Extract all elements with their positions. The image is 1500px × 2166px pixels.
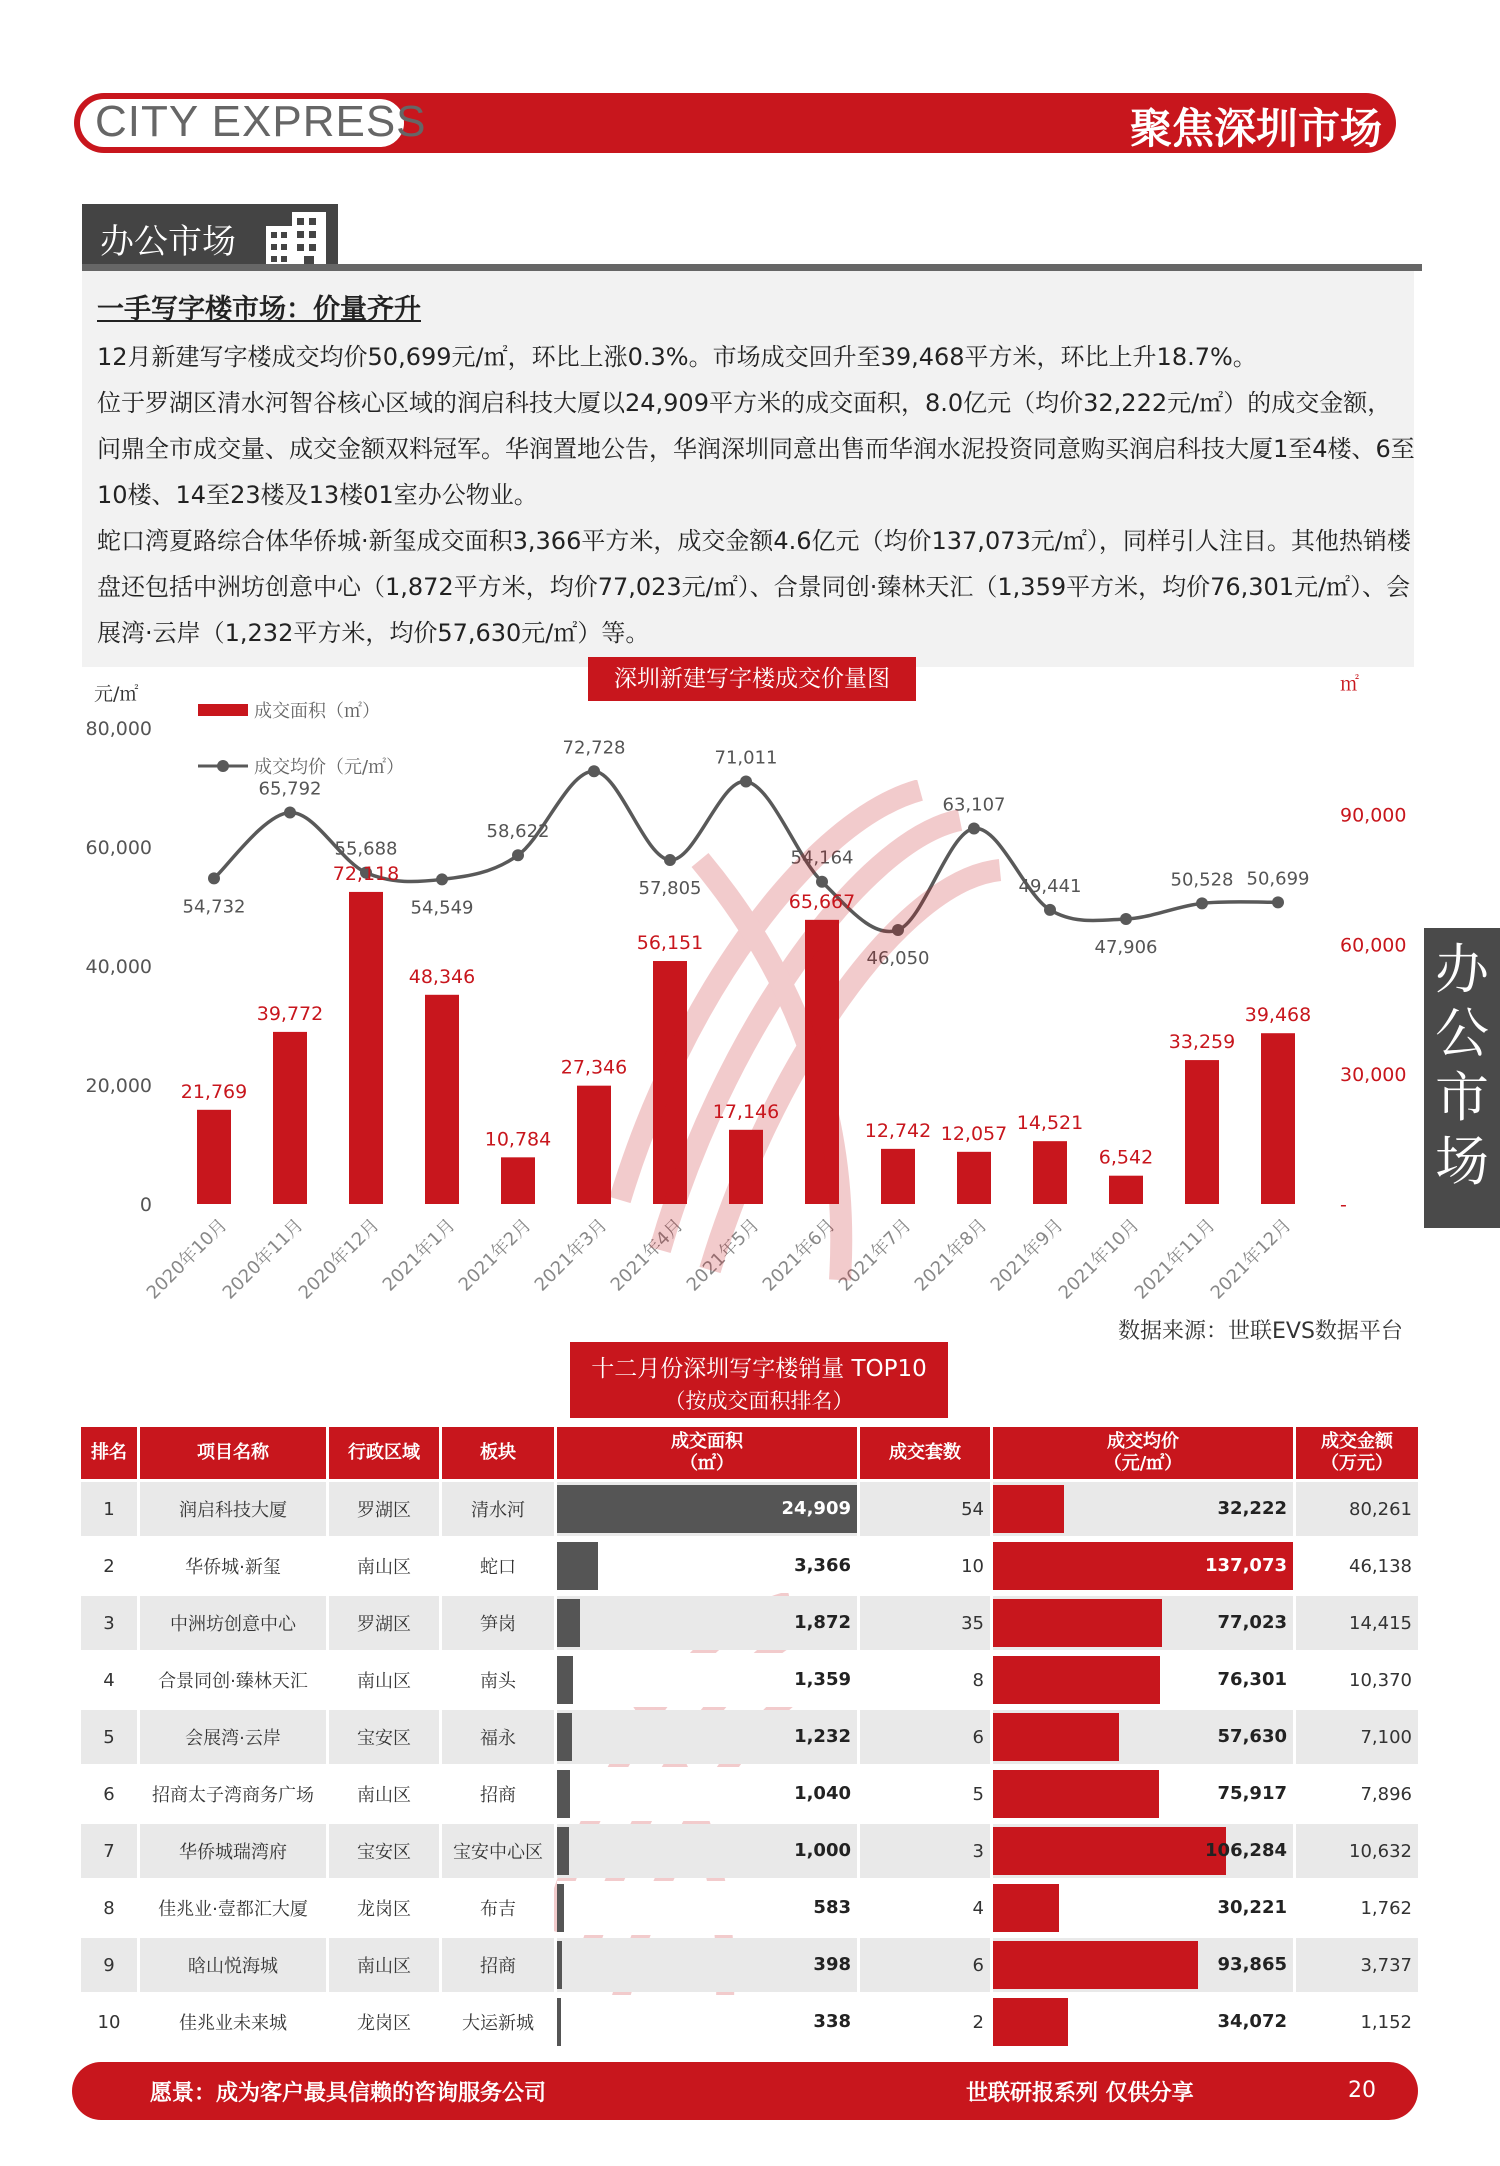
amount-cell: 3,737 xyxy=(1296,1938,1418,1992)
price-value: 57,630 xyxy=(1217,1726,1287,1747)
bar-area xyxy=(273,1032,307,1204)
table-row xyxy=(81,1710,1418,1764)
x-tick-label: 2021年11月 xyxy=(1130,1214,1220,1304)
article-subheading: 一手写字楼市场：价量齐升 xyxy=(97,294,421,325)
rank-cell: 9 xyxy=(81,1938,137,1992)
project-name-cell: 会展湾·云岸 xyxy=(140,1710,326,1764)
project-name-cell: 华侨城瑞湾府 xyxy=(140,1824,326,1878)
area-value: 1,000 xyxy=(794,1840,851,1861)
units-cell: 6 xyxy=(860,1938,990,1992)
column-header: 排名 xyxy=(81,1427,137,1479)
x-tick-label: 2021年9月 xyxy=(986,1214,1068,1296)
rank-cell: 6 xyxy=(81,1767,137,1821)
bar-area xyxy=(1109,1176,1143,1204)
table-subtitle: （按成交面积排名） xyxy=(664,1389,854,1413)
price-value-label: 54,549 xyxy=(410,897,474,919)
price-value-label: 49,441 xyxy=(1018,875,1082,897)
area-cell xyxy=(557,1653,857,1707)
rank-cell: 2 xyxy=(81,1539,137,1593)
table-row xyxy=(81,1881,1418,1935)
area-value: 398 xyxy=(813,1954,851,1975)
bar-value-label: 14,521 xyxy=(1016,1112,1084,1135)
bar-value-label: 56,151 xyxy=(636,932,704,955)
price-point xyxy=(436,873,448,885)
price-cell xyxy=(993,1767,1293,1821)
price-bar xyxy=(993,1656,1160,1704)
units-cell: 8 xyxy=(860,1653,990,1707)
price-value: 75,917 xyxy=(1217,1783,1287,1804)
page-number: 20 xyxy=(1348,2078,1376,2103)
bar-area xyxy=(577,1086,611,1204)
right-tick-label: 90,000 xyxy=(1340,804,1407,827)
amount-cell: 46,138 xyxy=(1296,1539,1418,1593)
x-tick-label: 2021年6月 xyxy=(758,1214,840,1296)
price-bar xyxy=(993,1599,1162,1647)
block-cell: 布吉 xyxy=(442,1881,554,1935)
price-value-label: 65,792 xyxy=(258,778,322,800)
amount-cell: 10,632 xyxy=(1296,1824,1418,1878)
bar-value-label: 39,468 xyxy=(1244,1004,1312,1027)
x-tick-label: 2021年4月 xyxy=(606,1214,688,1296)
column-header: 成交面积 （㎡） xyxy=(557,1427,857,1479)
bar-value-label: 27,346 xyxy=(560,1056,628,1079)
project-name-cell: 润启科技大厦 xyxy=(140,1482,326,1536)
x-tick-label: 2021年2月 xyxy=(454,1214,536,1296)
price-point xyxy=(512,849,524,861)
price-value: 77,023 xyxy=(1217,1612,1287,1633)
area-value: 583 xyxy=(813,1897,851,1918)
rank-cell: 3 xyxy=(81,1596,137,1650)
block-cell: 南头 xyxy=(442,1653,554,1707)
bar-value-label: 12,057 xyxy=(940,1122,1008,1145)
bar-area xyxy=(957,1152,991,1204)
district-cell: 罗湖区 xyxy=(329,1482,439,1536)
price-point xyxy=(588,765,600,777)
bar-value-label: 6,542 xyxy=(1098,1146,1154,1169)
bar-area xyxy=(425,995,459,1204)
bar-value-label: 33,259 xyxy=(1168,1031,1236,1054)
section-rule xyxy=(82,264,1422,271)
price-bar xyxy=(993,1884,1059,1932)
price-point xyxy=(1044,904,1056,916)
side-section-label xyxy=(1424,938,1500,1194)
bar-area xyxy=(197,1110,231,1204)
district-cell: 南山区 xyxy=(329,1767,439,1821)
price-value-label: 57,805 xyxy=(638,878,702,900)
amount-cell: 1,152 xyxy=(1296,1995,1418,2049)
area-cell xyxy=(557,1995,857,2049)
table-row xyxy=(81,1653,1418,1707)
table-title-box xyxy=(570,1342,948,1418)
price-value-label: 72,728 xyxy=(562,737,626,759)
price-point xyxy=(740,775,752,787)
price-point xyxy=(1272,896,1284,908)
price-value-label: 58,622 xyxy=(486,821,550,843)
price-cell xyxy=(993,1881,1293,1935)
left-tick-label: 0 xyxy=(139,1194,152,1216)
area-cell xyxy=(557,1938,857,1992)
rank-cell: 1 xyxy=(81,1482,137,1536)
left-tick-label: 40,000 xyxy=(85,956,152,978)
side-label-char: 办 xyxy=(1435,938,1489,1001)
x-tick-label: 2020年12月 xyxy=(294,1214,384,1304)
x-tick-label: 2020年10月 xyxy=(142,1214,232,1304)
legend-bar-swatch xyxy=(198,704,248,716)
block-cell: 宝安中心区 xyxy=(442,1824,554,1878)
amount-cell: 1,762 xyxy=(1296,1881,1418,1935)
price-cell xyxy=(993,1596,1293,1650)
x-tick-label: 2021年10月 xyxy=(1054,1214,1144,1304)
area-cell xyxy=(557,1482,857,1536)
project-name-cell: 中洲坊创意中心 xyxy=(140,1596,326,1650)
amount-cell: 10,370 xyxy=(1296,1653,1418,1707)
bar-area xyxy=(805,920,839,1204)
bar-area xyxy=(1185,1060,1219,1204)
x-tick-label: 2021年1月 xyxy=(378,1214,460,1296)
column-header: 成交均价 （元/㎡） xyxy=(993,1427,1293,1479)
units-cell: 5 xyxy=(860,1767,990,1821)
area-bar xyxy=(557,1884,564,1932)
block-cell: 大运新城 xyxy=(442,1995,554,2049)
section-tab-label: 办公市场 xyxy=(100,222,236,262)
block-cell: 笋岗 xyxy=(442,1596,554,1650)
header-title: 聚焦深圳市场 xyxy=(1129,104,1382,153)
column-header: 成交金额 （万元） xyxy=(1296,1427,1418,1479)
units-cell: 3 xyxy=(860,1824,990,1878)
area-bar xyxy=(557,1770,570,1818)
price-value-label: 47,906 xyxy=(1094,936,1158,958)
area-cell xyxy=(557,1710,857,1764)
block-cell: 福永 xyxy=(442,1710,554,1764)
left-tick-label: 60,000 xyxy=(85,837,152,859)
project-name-cell: 招商太子湾商务广场 xyxy=(140,1767,326,1821)
x-tick-label: 2021年3月 xyxy=(530,1214,612,1296)
bar-value-label: 39,772 xyxy=(256,1002,324,1025)
left-tick-label: 80,000 xyxy=(85,718,152,740)
price-point xyxy=(1196,897,1208,909)
area-bar xyxy=(557,1941,562,1989)
rank-cell: 7 xyxy=(81,1824,137,1878)
column-header: 板块 xyxy=(442,1427,554,1479)
units-cell: 4 xyxy=(860,1881,990,1935)
left-tick-label: 20,000 xyxy=(85,1075,152,1097)
table-row xyxy=(81,1482,1418,1536)
table-row xyxy=(81,1596,1418,1650)
amount-cell: 7,896 xyxy=(1296,1767,1418,1821)
units-cell: 35 xyxy=(860,1596,990,1650)
price-point xyxy=(816,876,828,888)
price-value-label: 71,011 xyxy=(714,747,778,769)
rank-cell: 4 xyxy=(81,1653,137,1707)
table-row xyxy=(81,1824,1418,1878)
block-cell: 蛇口 xyxy=(442,1539,554,1593)
units-cell: 6 xyxy=(860,1710,990,1764)
column-header: 项目名称 xyxy=(140,1427,326,1479)
table-title: 十二月份深圳写字楼销量 TOP10 xyxy=(591,1356,927,1382)
data-source-note: 数据来源：世联EVS数据平台 xyxy=(1118,1319,1403,1344)
right-tick-label: - xyxy=(1340,1194,1347,1216)
column-header: 行政区域 xyxy=(329,1427,439,1479)
district-cell: 南山区 xyxy=(329,1653,439,1707)
table-row xyxy=(81,1539,1418,1593)
area-value: 1,040 xyxy=(794,1783,851,1804)
top10-table xyxy=(78,1424,1421,2052)
price-point xyxy=(968,823,980,835)
legend-bar-label: 成交面积（㎡） xyxy=(254,701,380,722)
rank-cell: 8 xyxy=(81,1881,137,1935)
area-bar xyxy=(557,1542,598,1590)
price-bar xyxy=(993,1770,1159,1818)
price-bar xyxy=(993,1827,1226,1875)
area-cell xyxy=(557,1881,857,1935)
side-label-char: 公 xyxy=(1435,1002,1489,1065)
price-cell xyxy=(993,1710,1293,1764)
amount-cell: 7,100 xyxy=(1296,1710,1418,1764)
price-value-label: 50,699 xyxy=(1246,868,1310,890)
price-cell xyxy=(993,1824,1293,1878)
price-value-label: 50,528 xyxy=(1170,869,1234,891)
bar-area xyxy=(1261,1033,1295,1204)
project-name-cell: 华侨城·新玺 xyxy=(140,1539,326,1593)
article-paragraph: 位于罗湖区清水河智谷核心区域的润启科技大厦以24,909平方米的成交面积，8.0亿元（均价32,222元/㎡）的成交金额，问鼎全市成交量、成交金额双料冠军。华润置地公告，华润深圳同意出售而华润水泥投资同意购买润启科技大厦1至4楼、6至10楼、14至23楼及13楼01室办公物业。 xyxy=(97,389,1415,509)
price-cell xyxy=(993,1539,1293,1593)
units-cell: 54 xyxy=(860,1482,990,1536)
bar-value-label: 72,118 xyxy=(332,862,400,885)
price-cell xyxy=(993,1653,1293,1707)
project-name-cell: 晗山悦海城 xyxy=(140,1938,326,1992)
area-bar xyxy=(557,1713,572,1761)
price-value: 137,073 xyxy=(1205,1555,1287,1576)
area-value: 1,359 xyxy=(794,1669,851,1690)
x-tick-label: 2020年11月 xyxy=(218,1214,308,1304)
amount-cell: 80,261 xyxy=(1296,1482,1418,1536)
area-value: 338 xyxy=(813,2011,851,2032)
price-bar xyxy=(993,1713,1119,1761)
building-icon xyxy=(262,208,334,268)
block-cell: 清水河 xyxy=(442,1482,554,1536)
project-name-cell: 合景同创·臻林天汇 xyxy=(140,1653,326,1707)
price-volume-chart xyxy=(74,660,1424,1320)
district-cell: 龙岗区 xyxy=(329,1881,439,1935)
price-value-label: 54,732 xyxy=(182,896,246,918)
price-bar xyxy=(993,1941,1198,1989)
table-row xyxy=(81,1938,1418,1992)
article-paragraph: 12月新建写字楼成交均价50,699元/㎡，环比上涨0.3%。市场成交回升至39,468平方米，环比上升18.7%。 xyxy=(97,343,1257,371)
amount-cell: 14,415 xyxy=(1296,1596,1418,1650)
area-bar xyxy=(557,1827,569,1875)
right-tick-label: 60,000 xyxy=(1340,934,1407,957)
price-bar xyxy=(993,1485,1064,1533)
price-bar xyxy=(993,1998,1068,2046)
district-cell: 南山区 xyxy=(329,1938,439,1992)
bar-area xyxy=(881,1149,915,1204)
district-cell: 南山区 xyxy=(329,1539,439,1593)
project-name-cell: 佳兆业未来城 xyxy=(140,1995,326,2049)
bar-area xyxy=(1033,1141,1067,1204)
x-tick-label: 2021年5月 xyxy=(682,1214,764,1296)
area-cell xyxy=(557,1767,857,1821)
bar-value-label: 65,667 xyxy=(788,890,856,913)
legend-line-marker xyxy=(217,760,229,772)
price-value: 93,865 xyxy=(1217,1954,1287,1975)
bar-area xyxy=(501,1157,535,1204)
footer-series: 世联研报系列 仅供分享 xyxy=(966,2081,1194,2106)
table-row xyxy=(81,1995,1418,2049)
bar-area xyxy=(729,1130,763,1204)
right-tick-label: 30,000 xyxy=(1340,1064,1407,1087)
price-cell xyxy=(993,1938,1293,1992)
rank-cell: 5 xyxy=(81,1710,137,1764)
price-value: 30,221 xyxy=(1217,1897,1287,1918)
block-cell: 招商 xyxy=(442,1938,554,1992)
units-cell: 10 xyxy=(860,1539,990,1593)
project-name-cell: 佳兆业·壹都汇大厦 xyxy=(140,1881,326,1935)
price-value: 106,284 xyxy=(1205,1840,1287,1861)
price-point xyxy=(284,807,296,819)
bar-value-label: 10,784 xyxy=(484,1128,552,1151)
bar-value-label: 21,769 xyxy=(180,1080,248,1103)
area-value: 3,366 xyxy=(794,1555,851,1576)
area-value: 1,232 xyxy=(794,1726,851,1747)
area-value: 24,909 xyxy=(781,1498,851,1519)
district-cell: 罗湖区 xyxy=(329,1596,439,1650)
area-bar xyxy=(557,1656,573,1704)
area-cell xyxy=(557,1596,857,1650)
bar-area xyxy=(349,892,383,1204)
chart-title: 深圳新建写字楼成交价量图 xyxy=(588,657,916,701)
area-bar xyxy=(557,1998,561,2046)
price-value-label: 55,688 xyxy=(334,838,398,860)
bar-value-label: 12,742 xyxy=(864,1119,932,1142)
block-cell: 招商 xyxy=(442,1767,554,1821)
legend-line-label: 成交均价（元/㎡） xyxy=(254,757,405,778)
district-cell: 宝安区 xyxy=(329,1824,439,1878)
price-cell xyxy=(993,1482,1293,1536)
price-point xyxy=(208,872,220,884)
price-point xyxy=(1120,913,1132,925)
table-header-row xyxy=(81,1427,1418,1479)
rank-cell: 10 xyxy=(81,1995,137,2049)
x-tick-label: 2021年8月 xyxy=(910,1214,992,1296)
price-value-label: 54,164 xyxy=(790,847,854,869)
price-value: 34,072 xyxy=(1217,2011,1287,2032)
column-header: 成交套数 xyxy=(860,1427,990,1479)
units-cell: 2 xyxy=(860,1995,990,2049)
x-tick-label: 2021年12月 xyxy=(1206,1214,1296,1304)
price-value: 76,301 xyxy=(1217,1669,1287,1690)
price-value-label: 63,107 xyxy=(942,794,1006,816)
district-cell: 龙岗区 xyxy=(329,1995,439,2049)
side-label-char: 场 xyxy=(1435,1130,1489,1193)
area-bar xyxy=(557,1599,580,1647)
district-cell: 宝安区 xyxy=(329,1710,439,1764)
footer-slogan: 愿景：成为客户最具信赖的咨询服务公司 xyxy=(150,2081,547,2106)
brand-logo-text: CITY EXPRESS xyxy=(95,97,427,146)
bar-value-label: 17,146 xyxy=(712,1100,780,1123)
side-label-char: 市 xyxy=(1435,1066,1489,1129)
x-tick-label: 2021年7月 xyxy=(834,1214,916,1296)
bar-area xyxy=(653,961,687,1204)
price-value: 32,222 xyxy=(1217,1498,1287,1519)
article-paragraph: 蛇口湾夏路综合体华侨城·新玺成交面积3,366平方米，成交金额4.6亿元（均价137,073元/㎡），同样引人注目。其他热销楼盘还包括中洲坊创意中心（1,872平方米，均价77,023元/㎡）、合景同创·臻林天汇（1,359平方米，均价76,301元/㎡）、会展湾·云岸（1,232平方米，均价57,630元/㎡）等。 xyxy=(97,527,1411,647)
area-cell xyxy=(557,1539,857,1593)
table-row xyxy=(81,1767,1418,1821)
left-axis-unit: 元/㎡ xyxy=(94,683,139,705)
price-cell xyxy=(993,1995,1293,2049)
price-point xyxy=(664,854,676,866)
price-value-label: 46,050 xyxy=(866,948,930,970)
area-cell xyxy=(557,1824,857,1878)
price-point xyxy=(892,924,904,936)
bar-value-label: 48,346 xyxy=(408,965,476,988)
right-axis-unit: ㎡ xyxy=(1340,673,1360,695)
area-value: 1,872 xyxy=(794,1612,851,1633)
